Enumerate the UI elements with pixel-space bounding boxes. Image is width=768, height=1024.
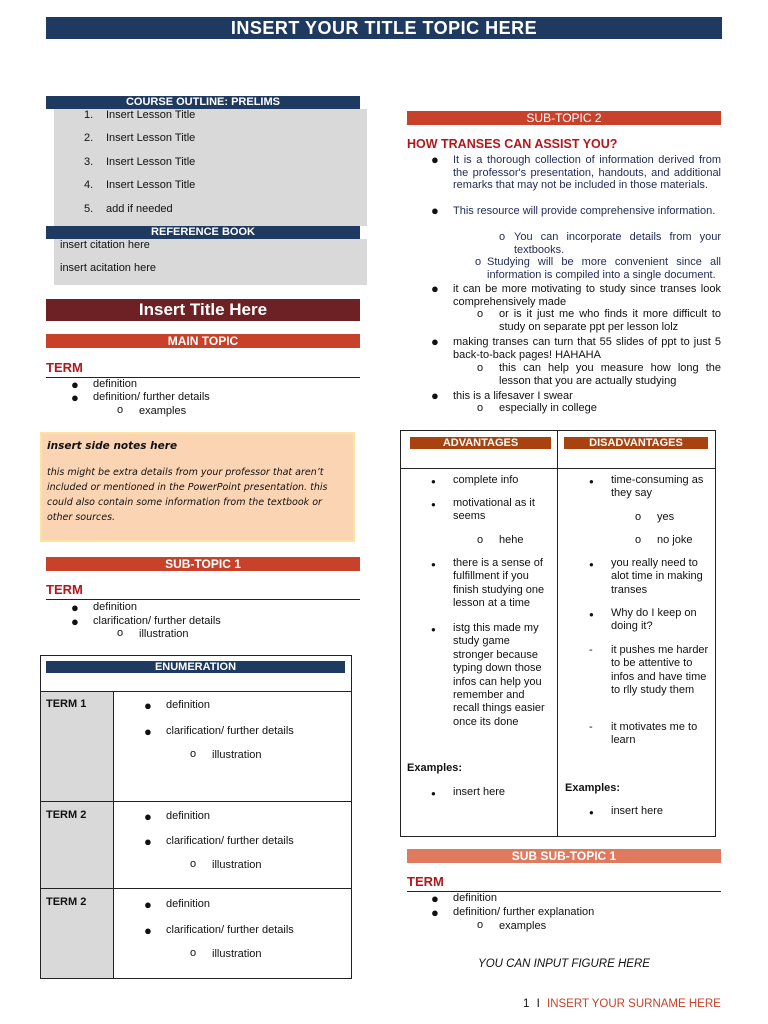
sub-bullet-icon: o (117, 627, 124, 639)
sub-bullet-icon: o (635, 534, 642, 546)
item-number: 4. (84, 179, 94, 191)
list-item-label: add if needed (106, 203, 173, 215)
list-item: hehe (499, 534, 524, 546)
table-row-term: TERM 2 (46, 896, 87, 908)
paragraph: especially in college (499, 402, 597, 414)
bullet-icon: ● (431, 905, 439, 920)
table-divider (40, 801, 352, 802)
sub-bullet-icon: o (477, 362, 484, 374)
bullet-icon: ● (144, 834, 152, 849)
bullet-icon: ● (431, 281, 439, 296)
sub-bullet-text: illustration (212, 749, 262, 761)
side-notes-title: insert side notes here (47, 440, 178, 452)
paragraph: You can incorporate details from your textbooks. (514, 231, 721, 256)
advantages-header: ADVANTAGES (410, 437, 551, 449)
reference-book-header: REFERENCE BOOK (46, 226, 360, 239)
item-number: 2. (84, 132, 94, 144)
list-item: it motivates me to learn (611, 721, 698, 747)
list-item-label: Insert Lesson Title (106, 132, 196, 144)
subtopic2-heading: HOW TRANSES CAN ASSIST YOU? (407, 137, 618, 151)
paragraph: making transes can turn that 55 slides of ppt to just 5 back-to-back pages! HAHAHA (453, 336, 721, 361)
bullet-text: clarification/ further details (93, 615, 221, 627)
sub-bullet-text: illustration (139, 628, 189, 640)
term-heading: TERM (407, 874, 721, 892)
section-title: Insert Title Here (46, 299, 360, 321)
sub-bullet-icon: o (477, 308, 484, 320)
sub-bullet-icon: o (190, 748, 197, 760)
list-item (84, 156, 93, 168)
bullet-icon: ● (431, 388, 439, 403)
list-item (84, 109, 93, 121)
course-outline-list (54, 109, 367, 226)
item-number: 5. (84, 203, 94, 215)
bullet-text: definition/ further details (93, 391, 210, 403)
table-divider (113, 692, 114, 978)
term-column (41, 692, 113, 978)
footer-separator: I (536, 998, 540, 1010)
bullet-icon: ● (144, 897, 152, 912)
bullet-icon: ● (431, 500, 436, 509)
list-item: insert here (453, 786, 505, 798)
enumeration-header: ENUMERATION (46, 661, 345, 673)
bullet-icon: ● (144, 809, 152, 824)
term-heading: TERM (46, 360, 360, 378)
bullet-text: definition (93, 601, 138, 613)
bullet-icon: ● (431, 152, 439, 167)
sub-bullet-icon: o (475, 256, 482, 268)
list-item: yes (657, 511, 675, 523)
subtopic1-header: SUB-TOPIC 1 (46, 557, 360, 571)
bullet-icon: ● (431, 789, 436, 798)
citation-item: insert acitation here (60, 262, 156, 274)
list-item: complete info (453, 474, 519, 486)
course-outline-header: COURSE OUTLINE: PRELIMS (46, 96, 360, 109)
bullet-icon: ● (431, 477, 436, 486)
disadvantages-header: DISADVANTAGES (564, 437, 708, 449)
sub-bullet-icon: o (477, 534, 484, 546)
bullet-icon: ● (71, 390, 79, 405)
table-divider (40, 888, 352, 889)
item-number: 3. (84, 156, 94, 168)
document-title: INSERT YOUR TITLE TOPIC HERE (46, 17, 722, 39)
bullet-text: clarification/ further details (166, 924, 294, 936)
sub-bullet-text: illustration (212, 948, 262, 960)
paragraph: This resource will provide comprehensive information. (453, 205, 716, 217)
bullet-icon: ● (71, 600, 79, 615)
paragraph: this is a lifesaver I swear (453, 390, 573, 402)
bullet-icon: ● (431, 625, 436, 634)
bullet-icon: ● (589, 560, 594, 569)
paragraph: Studying will be more convenient since all information is compiled into a single document. (487, 256, 721, 281)
page-footer (523, 998, 721, 1010)
list-item: no joke (657, 534, 693, 546)
bullet-icon: ● (589, 477, 594, 486)
table-row-term: TERM 2 (46, 809, 87, 821)
surname: INSERT YOUR SURNAME HERE (547, 998, 721, 1010)
subsubtopic1-header: SUB SUB-TOPIC 1 (407, 849, 721, 863)
bullet-icon: ● (431, 334, 439, 349)
side-notes-body: this might be extra details from your professor that aren’t included or mentioned in the PowerPoint presentation. this could also contain some information from the textbook or other sources. (47, 467, 328, 523)
list-item (84, 132, 93, 144)
bullet-icon: ● (71, 614, 79, 629)
bullet-text: definition (166, 898, 211, 910)
paragraph: or is it just me who finds it more difficult to study on separate ppt per lesson lolz (499, 308, 721, 333)
bullet-icon: ● (144, 698, 152, 713)
table-divider (557, 430, 558, 837)
bullet-text: definition (93, 378, 138, 390)
bullet-icon: ● (589, 610, 594, 619)
bullet-text: definition (166, 699, 211, 711)
table-row-term: TERM 1 (46, 698, 87, 710)
sub-bullet-text: examples (499, 920, 547, 932)
list-item-label: Insert Lesson Title (106, 156, 196, 168)
item-number: 1. (84, 109, 94, 121)
bullet-text: definition (166, 810, 211, 822)
table-divider (400, 468, 716, 469)
paragraph: It is a thorough collection of information derived from the professor's presentation, handouts, and additional remarks that may not be included in those materials. (453, 154, 721, 192)
bullet-text: clarification/ further details (166, 835, 294, 847)
examples-label: Examples: (565, 782, 621, 794)
list-item: Why do I keep on doing it? (611, 607, 697, 633)
figure-placeholder: YOU CAN INPUT FIGURE HERE (478, 958, 650, 970)
paragraph: it can be more motivating to study since transes look comprehensively made (453, 283, 721, 308)
page-number: 1 (523, 998, 530, 1010)
list-item-label: Insert Lesson Title (106, 109, 196, 121)
reference-book-list (54, 239, 367, 285)
term-heading: TERM (46, 582, 360, 600)
sub-bullet-icon: o (190, 947, 197, 959)
list-item: istg this made my study game stronger because typing down those infos can help you remember and recall things easier once its done (453, 622, 545, 728)
sub-bullet-icon: o (477, 402, 484, 414)
sub-bullet-text: examples (139, 405, 187, 417)
list-item (84, 203, 93, 215)
list-item: insert here (611, 805, 663, 817)
bullet-icon: ● (431, 891, 439, 906)
list-item (84, 179, 93, 191)
side-notes-box (40, 432, 355, 542)
citation-item: insert citation here (60, 239, 150, 251)
subtopic2-header: SUB-TOPIC 2 (407, 111, 721, 125)
examples-label: Examples: (407, 762, 463, 774)
sub-bullet-text: illustration (212, 859, 262, 871)
bullet-text: clarification/ further details (166, 725, 294, 737)
bullet-icon: ● (144, 724, 152, 739)
main-topic-header: MAIN TOPIC (46, 334, 360, 348)
list-item-label: Insert Lesson Title (106, 179, 196, 191)
paragraph: this can help you measure how long the lesson that you are actually studying (499, 362, 721, 387)
sub-bullet-icon: o (635, 511, 642, 523)
sub-bullet-icon: o (477, 919, 484, 931)
list-item: there is a sense of fulfillment if you finish studying one lesson at a time (453, 557, 545, 610)
sub-bullet-icon: o (190, 858, 197, 870)
bullet-text: definition (453, 892, 498, 904)
bullet-text: definition/ further explanation (453, 906, 595, 918)
sub-bullet-icon: o (117, 404, 124, 416)
list-item: you really need to alot time in making transes (611, 557, 703, 596)
bullet-icon: ● (589, 808, 594, 817)
sub-bullet-icon: o (499, 231, 506, 243)
bullet-icon: ● (71, 377, 79, 392)
dash-icon: - (589, 721, 593, 733)
bullet-icon: ● (431, 203, 439, 218)
list-item: it pushes me harder to be attentive to infos and have time to rlly study them (611, 644, 709, 697)
bullet-icon: ● (144, 923, 152, 938)
list-item: motivational as it seems (453, 497, 535, 523)
list-item: time-consuming as they say (611, 474, 704, 500)
dash-icon: - (589, 644, 593, 656)
bullet-icon: ● (431, 560, 436, 569)
